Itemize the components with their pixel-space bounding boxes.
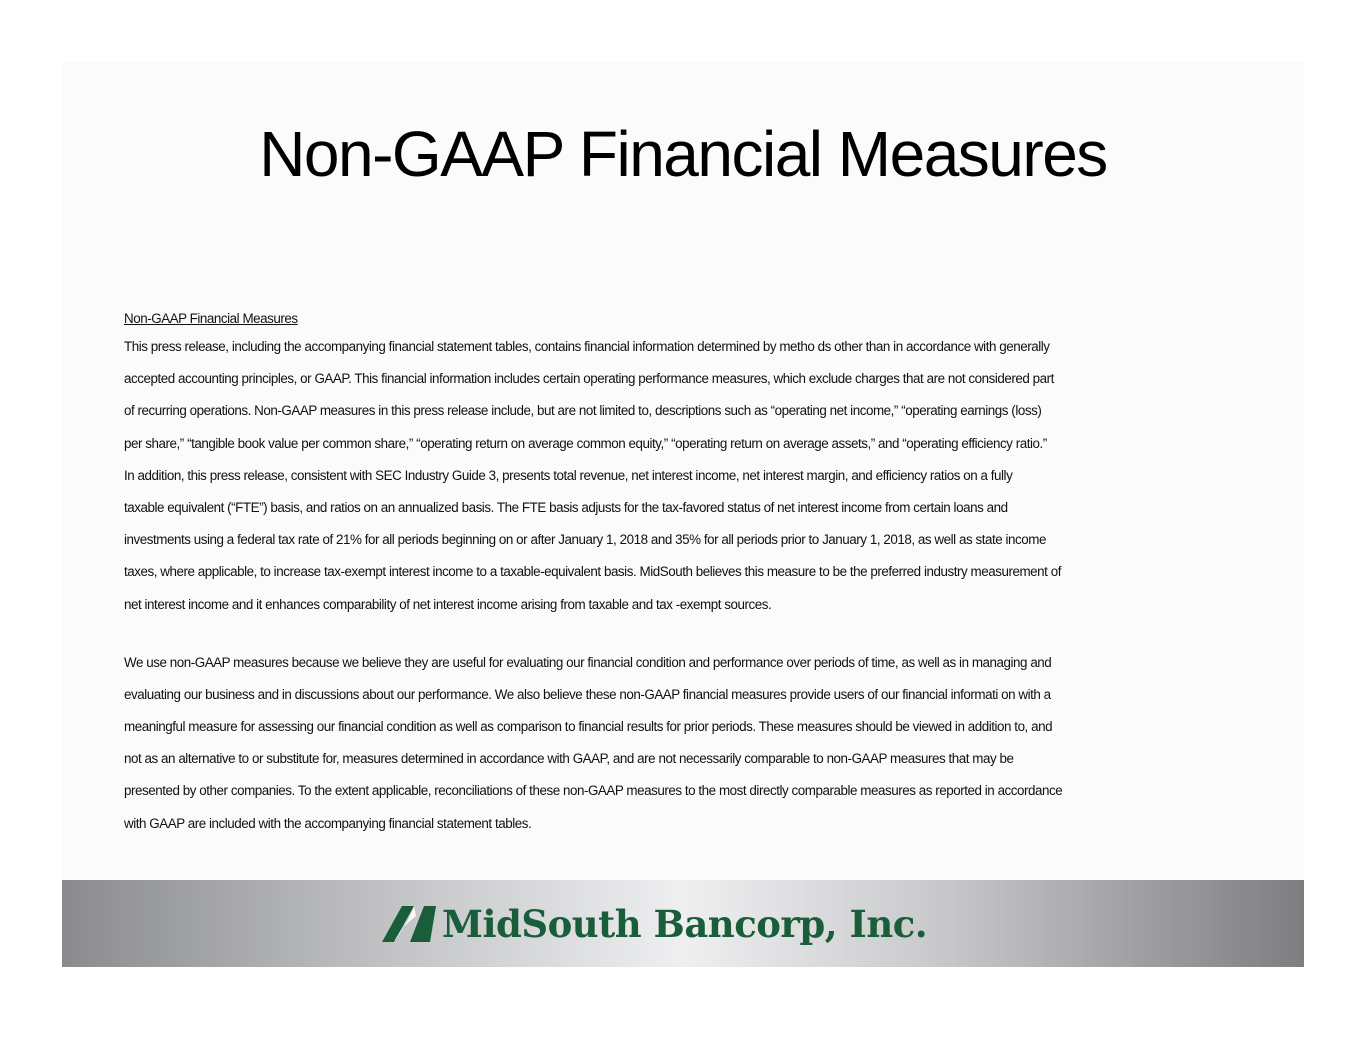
paragraph-line: not as an alternative to or substitute for, measures determined in accordance with GAAP, and are not necessarily comparable to non-GAAP measures that may be (124, 751, 1014, 767)
midsouth-logo-icon (380, 904, 436, 944)
paragraph-line: meaningful measure for assessing our financial condition as well as comparison to financial results for prior periods. These measures should be viewed in addition to, and (124, 719, 1053, 735)
paragraph-line: This press release, including the accompanying financial statement tables, contains financial information determined by metho ds other than in accordance with generally (124, 339, 1050, 354)
paragraph-line: evaluating our business and in discussions about our performance. We also believe these non-GAAP financial measures provide users of our financial informati on with a (124, 686, 1051, 702)
slide-body (124, 308, 1254, 847)
paragraph-line: presented by other companies. To the extent applicable, reconciliations of these non-GAAP measures to the most directly comparable measures as reported in accordance (124, 783, 1063, 799)
paragraph-2 (124, 654, 1254, 847)
footer-banner (62, 880, 1304, 967)
slide (62, 62, 1304, 967)
paragraph-line: investments using a federal tax rate of 21% for all periods beginning on or after January 1, 2018 and 35% for all periods prior to January 1, 2018, as well as state income (124, 532, 1046, 548)
section-heading: Non-GAAP Financial Measures (124, 311, 298, 326)
paragraph-1 (124, 338, 1254, 628)
paragraph-line: with GAAP are included with the accompanying financial statement tables. (124, 815, 532, 831)
company-name: MidSouth Bancorp, Inc. (442, 902, 928, 946)
paragraph-line: In addition, this press release, consistent with SEC Industry Guide 3, presents total revenue, net interest income, net interest margin, and efficiency ratios on a fully (124, 467, 1013, 483)
paragraph-line: accepted accounting principles, or GAAP. This financial information includes certain operating performance measures, which exclude charges that are not considered part (124, 371, 1054, 387)
paragraph-line: net interest income and it enhances comparability of net interest income arising from taxable and tax -exempt sources. (124, 596, 772, 612)
paragraph-line: We use non-GAAP measures because we believe they are useful for evaluating our financial condition and performance over periods of time, as well as in managing and (124, 654, 1052, 670)
paragraph-line: taxable equivalent (“FTE”) basis, and ratios on an annualized basis. The FTE basis adjusts for the tax-favored status of net interest income from certain loans and (124, 499, 1008, 515)
paragraph-line: taxes, where applicable, to increase tax-exempt interest income to a taxable-equivalent basis. MidSouth believes this measure to be the preferred industry measurement of (124, 564, 1061, 580)
company-logo (380, 899, 927, 949)
paragraph-line: per share,” “tangible book value per common share,” “operating return on average common equity,” “operating return on average assets,” and “operating efficiency ratio.” (124, 435, 1047, 451)
paragraph-spacer (124, 628, 1254, 654)
page-title: Non-GAAP Financial Measures (259, 118, 1107, 190)
paragraph-line: of recurring operations. Non-GAAP measures in this press release include, but are not limited to, descriptions such as “operating net income,” “operating earnings (loss) (124, 403, 1042, 419)
